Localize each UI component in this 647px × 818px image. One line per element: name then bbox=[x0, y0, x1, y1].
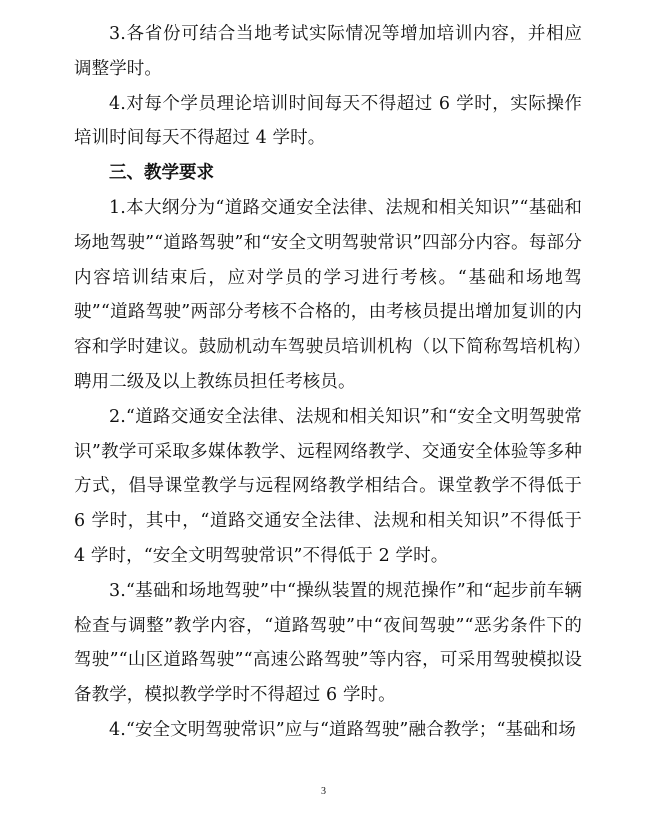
paragraph-training-content: 3.各省份可结合当地考试实际情况等增加培训内容，并相应调整学时。 bbox=[74, 24, 582, 79]
paragraph-simulation-teaching: 3.“基础和场地驾驶”中“操纵装置的规范操作”和“起步前车辆检查与调整”教学内容，“道路驾驶”中“夜间驾驶”“恶劣条件下的驾驶”“山区道路驾驶”“高速公路驾驶”等内容，可采用驾驶模拟设备教学，模拟教学学时不得超过 6 学时。 bbox=[74, 580, 582, 706]
paragraph-multimedia-teaching: 2.“道路交通安全法律、法规和相关知识”和“安全文明驾驶常识”教学可采取多媒体教学、远程网络教学、交通安全体验等多种方式，倡导课堂教学与远程网络教学相结合。课堂教学不得低于 6 学时，其中，“道路交通安全法律、法规和相关知识”不得低于 4 学时，“安全文明驾驶常识”不得低于 2 学时。 bbox=[74, 406, 582, 566]
paragraph-integrated-teaching: 4.“安全文明驾驶常识”应与“道路驾驶”融合教学；“基础和场 bbox=[109, 719, 576, 740]
paragraph-training-hours: 4.对每个学员理论培训时间每天不得超过 6 学时，实际操作培训时间每天不得超过 4 学时。 bbox=[74, 93, 582, 149]
paragraph-outline-structure: 1.本大纲分为“道路交通安全法律、法规和相关知识”“基础和场地驾驶”“道路驾驶”和“安全文明驾驶常识”四部分内容。每部分内容培训结束后，应对学员的学习进行考核。“基础和场地驾驶”“道路驾驶”两部分考核不合格的，由考核员提出增加复训的内容和学时建议。鼓励机动车驾驶员培训机构（以下简称驾培机构）聘用二级及以上教练员担任考核员。 bbox=[74, 197, 582, 392]
page-number: 3 bbox=[321, 786, 326, 797]
section-heading-teaching-requirements: 三、教学要求 bbox=[109, 163, 214, 184]
document-body bbox=[74, 17, 582, 748]
